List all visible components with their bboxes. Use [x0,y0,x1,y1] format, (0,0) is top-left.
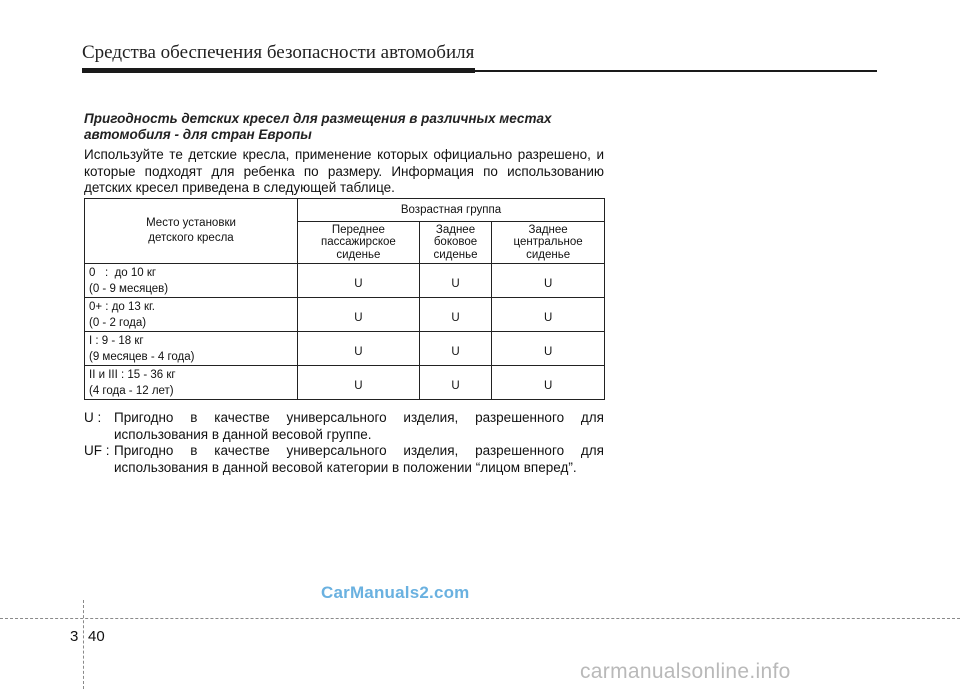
table-row [85,366,605,400]
age-range: (0 - 9 месяцев) [89,282,169,295]
table-row [85,264,605,298]
header-rule-thin [475,70,877,72]
watermark-link[interactable]: CarManuals2.com [321,583,470,602]
section-number: 3 [70,628,79,645]
weight-range: I : 9 - 18 кг [89,334,144,347]
source-site-link[interactable]: carmanualsonline.info [580,660,791,683]
weight-group-cell [85,264,298,298]
weight-group-cell [85,298,298,332]
table-row [85,298,605,332]
weight-range: 0+ : до 13 кг. [89,300,156,313]
column-header-rear-center [492,222,605,264]
column-header-front-passenger [298,222,420,264]
age-range: (9 месяцев - 4 года) [89,350,195,363]
section-title: Пригодность детских кресел для размещения в различных местах автомобиля - для стран Европы [84,111,552,142]
suitability-value: U [298,366,420,400]
suitability-value: U [492,264,605,298]
table-notes [84,410,604,476]
column-header-rear-outboard [419,222,491,264]
note-item [84,443,604,476]
footer-divider [0,618,960,619]
suitability-value: U [492,366,605,400]
column-header-line: центральное [513,236,583,249]
note-text: Пригодно в качестве универсального изделия, разрешенного для использования в данной весовой группе. [114,410,604,442]
note-key: UF : [84,443,110,458]
intro-paragraph: Используйте те детские кресла, применение которых официально разрешено, и которые подходят для ребенка по размеру. Информация по использованию детских кресел приведена в следующей таблице. [84,147,604,195]
place-header-line2: детского кресла [148,232,234,244]
note-item [84,410,604,443]
suitability-value: U [419,332,491,366]
footer-vertical-divider [83,600,84,689]
suitability-value: U [298,264,420,298]
column-header-line: Заднее [528,223,568,236]
suitability-value: U [419,298,491,332]
suitability-value: U [298,332,420,366]
note-text: Пригодно в качестве универсального изделия, разрешенного для использования в данной весовой категории в положении “лицом вперед”. [114,443,604,475]
weight-range: 0 : до 10 кг [89,266,157,279]
page-header-title: Средства обеспечения безопасности автомобиля [82,42,475,63]
table-row [85,332,605,366]
column-header-line: боковое [433,236,478,249]
weight-group-cell [85,366,298,400]
age-range: (4 года - 12 лет) [89,384,174,397]
suitability-value: U [419,366,491,400]
column-header-line: сиденье [336,248,381,261]
place-header-line1: Место установки [146,217,236,229]
suitability-value: U [492,298,605,332]
weight-group-cell [85,332,298,366]
page-number: 40 [88,628,105,645]
header-rule-thick [82,68,475,73]
column-header-line: Заднее [435,223,476,236]
child-seat-suitability-table [84,198,605,400]
column-header-line: Переднее [331,223,385,236]
column-header-line: сиденье [526,248,571,261]
note-key: U : [84,410,102,425]
column-header-line: сиденье [433,248,478,261]
suitability-value: U [492,332,605,366]
column-header-line: пассажирское [321,236,396,249]
weight-range: II и III : 15 - 36 кг [89,368,176,381]
suitability-value: U [298,298,420,332]
age-range: (0 - 2 года) [89,316,147,329]
age-group-header: Возрастная группа [298,199,605,222]
suitability-value: U [419,264,491,298]
place-header-cell [85,199,298,264]
